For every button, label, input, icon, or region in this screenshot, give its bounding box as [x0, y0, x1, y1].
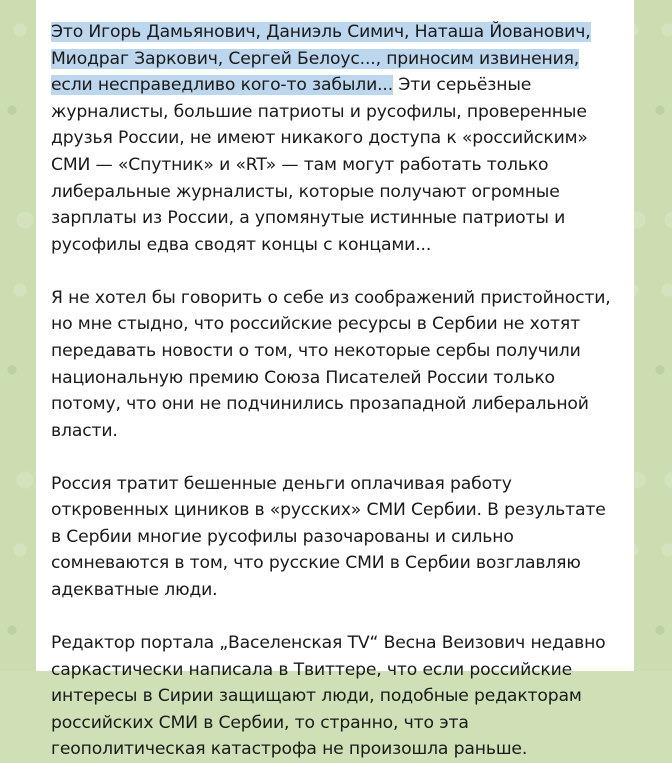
- message-bubble[interactable]: [36, 0, 634, 760]
- paragraph-1-text: Эти серьёзные журналисты, большие патриоты и русофилы, проверенные друзья России, не имеют никакого доступа к «российским» СМИ — «Спутник» и «RT» — там могут работать только либеральные журналисты, которые получают огромные зарплаты из России, а упомянутые истинные патриоты и русофилы едва сводят концы с концами...: [51, 75, 588, 255]
- message-paragraph-3: Россия тратит бешенные деньги оплачивая работу откровенных циников в «русских» СМИ Сербии. В результате в Сербии многие русофилы разочарованы и сильно сомневаются в том, что русские СМИ в Сербии возглавляю адекватные люди.: [51, 473, 606, 601]
- message-paragraph-2: Я не хотел бы говорить о себе из соображений пристойности, но мне стыдно, что российские ресурсы в Сербии не хотят передавать новости о том, что некоторые сербы получили национальную премию Союза Писателей России только потому, что они не подчинились прозападной либеральной власти.: [51, 287, 611, 441]
- message-paragraph-4: Редактор портала „Васеленская TV“ Весна Веизович недавно саркастически написала в Твиттере, что если российские интересы в Сирии защищают люди, подобные редакторам российских СМИ в Сербии, то странно, что эта геополитическая катастрофа не произошла раньше.: [51, 633, 606, 760]
- message-paragraph-1: [51, 19, 620, 258]
- selected-text[interactable]: Это Игорь Дамьянович, Даниэль Симич, Наташа Йованович, Миодраг Заркович, Сергей Белоус..., приносим извинения, если несправедливо кого-то забыли...: [51, 22, 591, 96]
